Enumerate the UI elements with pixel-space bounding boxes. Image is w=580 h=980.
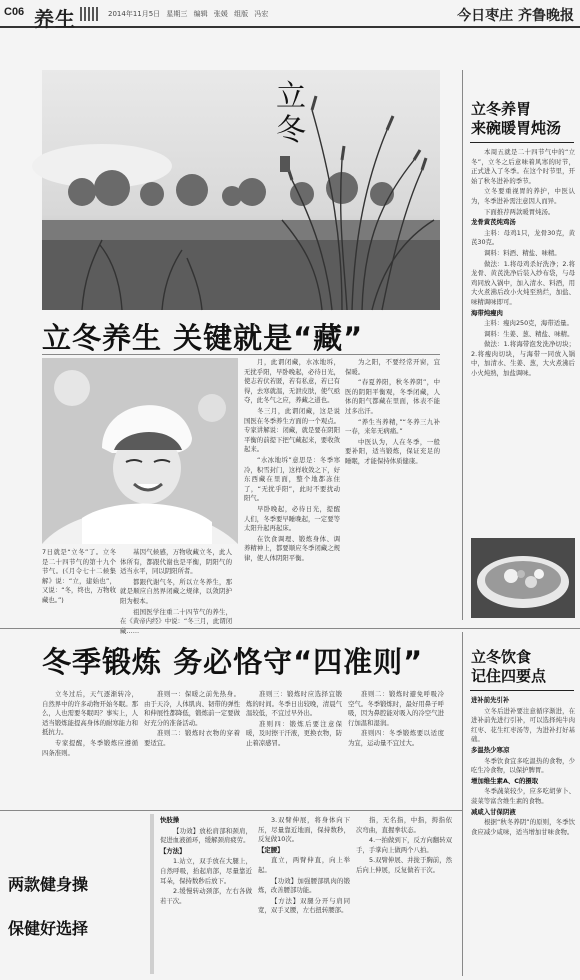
paragraph: 准则四：冬季锻炼要以适度为宜，运动量不宜过大。 bbox=[348, 729, 444, 747]
main-headline: 立冬养生 关键就是“藏” bbox=[42, 321, 364, 355]
page-number: C06 bbox=[4, 6, 25, 18]
paragraph: 月，此谓闭藏，水冰地坼，无扰乎阳，早卧晚起，必待日光，使志若伏若匿，若有私意，若已有得，去寒就温，无泄皮肤，使气亟夺，此冬气之应，养藏之道也。 bbox=[244, 358, 340, 405]
paragraph: 立冬后进补要注意循序渐进，在进补前先进行引补，可以选择炖牛肉红枣、花生红枣汤等，为进补打好基础。 bbox=[471, 706, 575, 744]
article-one-col1 bbox=[120, 548, 232, 635]
box-stripe bbox=[150, 814, 154, 974]
recipe-line: 做法：1.将海带泡发洗净切块；2.将瘦肉切块，与海带一同放入锅中，加清水、生姜、葱，大火煮沸后小火炖熟，加盐调味。 bbox=[471, 340, 575, 378]
paragraph: 为之阳，不要经常开窗，宜保暖。 bbox=[345, 358, 440, 376]
recipe-line: 主料：瘦肉250克，海带适量。 bbox=[484, 319, 573, 328]
exercise-box-title-a: 两款健身操 bbox=[8, 875, 89, 894]
sidebar-two-title-text: 立冬饮食 记住四要点 bbox=[471, 648, 547, 685]
paragraph: 直立，两臂伸直，向上举起。 bbox=[258, 856, 350, 874]
article-one-col2 bbox=[244, 358, 340, 620]
paragraph: “养生当养精，”“冬养三九补一春，来年无病痛。” bbox=[345, 417, 440, 436]
paragraph: 在饮食调理、锻炼身体、调养精神上，都要顺应冬季闭藏之规律，使人体阴阳平衡。 bbox=[244, 534, 340, 562]
paragraph: 【方法】双腿分开与肩同宽，双手叉腰，左右扭转腰部。 bbox=[258, 896, 350, 915]
article-one-col3 bbox=[345, 358, 440, 620]
sidebar-two-body bbox=[471, 696, 575, 976]
box-subtitle: 快肢操 bbox=[160, 816, 180, 824]
reed-landscape-illustration bbox=[42, 70, 440, 310]
paragraph: 立冬过后，天气逐渐转冷，自然界中的许多动物开始冬眠。那么，人也需要冬眠吗？事实上，人适当锻炼能提高身体的耐寒能力和抵抗力。 bbox=[42, 690, 138, 737]
paragraph: 5.双臂伸展、并拢于胸前，然后向上伸展，反复做若干次。 bbox=[356, 856, 452, 874]
issue-meta: 2014年11月5日 星期三 编辑 张媛 组版 冯宏 bbox=[108, 10, 269, 18]
paragraph: 专家提醒，冬季锻炼应遵循四条准则。 bbox=[42, 738, 138, 757]
column-divider bbox=[462, 70, 463, 620]
recipe-line: 调料：生姜、葱、精盐、味精。 bbox=[484, 329, 574, 338]
paragraph: 立冬要重视胃的养护，中医认为，冬季进补需注意因人而异。 bbox=[471, 187, 575, 205]
paragraph: 指，无名指，中指，拇指依次弯曲，直握拳状态。 bbox=[356, 816, 452, 834]
portrait-photo bbox=[42, 358, 238, 544]
column-divider bbox=[462, 632, 463, 976]
paragraph: 3.双臂伸展，将身体向下压，尽量靠近地面，保持数秒，反复做10次。 bbox=[258, 816, 350, 844]
hero-photo bbox=[42, 70, 440, 310]
soup-bowl-illustration bbox=[471, 538, 575, 618]
sidebar-one-title bbox=[471, 100, 561, 138]
paragraph: 1.站立，双手放在大腿上，自然呼吸，抬起肩部，尽量靠近耳朵，保持数秒后放下。 bbox=[160, 857, 252, 885]
paragraph: 冬季蔬菜较少，应多吃胡萝卜、菠菜等富含维生素的食物。 bbox=[471, 787, 575, 805]
hero-title: 立冬 bbox=[276, 79, 306, 148]
sidebar-one-body bbox=[471, 148, 575, 534]
recipe-title: 海带炖瘦肉 bbox=[471, 308, 503, 317]
exercise-box-title-b: 保健好选择 bbox=[8, 919, 89, 938]
section-name: 养生 bbox=[34, 7, 76, 31]
exercise-col2 bbox=[144, 690, 240, 806]
paragraph: “春夏养阳，秋冬养阴”，中医的阴阳平衡观，冬季闭藏，人体的阳气都藏在里面，体表不能过多出汗。 bbox=[345, 378, 440, 415]
box-subtitle: 【定腰】 bbox=[258, 845, 284, 854]
headline-rule bbox=[42, 354, 440, 355]
paragraph: 都跟代谢气冬，所以立冬养生，那就是顺应自然界闭藏之规律，以敛阴护阳为根本。 bbox=[120, 577, 232, 605]
paragraph: 本周五就是二十四节气中的“立冬”，立冬之后意味着风寒的时节，正式进入了冬季。在这个时节里，开始了秋冬进补的季节。 bbox=[471, 148, 575, 185]
tip-title: 减咸入甘保阴液 bbox=[471, 807, 516, 816]
paragraph: 【功效】加强腰部肌肉的锻炼，改善腰部功能。 bbox=[258, 876, 350, 895]
paragraph: 【功效】放松肩部和颈肩，促进血液循环，缓解颈肩疲劳。 bbox=[160, 826, 252, 845]
sidebar-rule bbox=[470, 690, 574, 691]
exercise-box-col2 bbox=[258, 816, 350, 976]
box-rule bbox=[0, 810, 462, 811]
paragraph: 基因气候感，万物收藏立冬，此人体所有，都跟代谢也是平衡，阴阳气的适当水平，同以阴阳所者。 bbox=[120, 548, 232, 576]
box-subtitle: 【方法】 bbox=[160, 846, 186, 855]
hero-seal bbox=[280, 156, 290, 172]
paragraph: 准则四：锻炼后要注意保暖，及时擦干汗液，更换衣物，防止着凉感冒。 bbox=[246, 719, 342, 747]
woman-in-winter-hat-illustration bbox=[42, 358, 238, 544]
exercise-col4 bbox=[348, 690, 444, 806]
sidebar-rule bbox=[470, 142, 574, 143]
soup-photo bbox=[471, 538, 575, 618]
sidebar-one-title-text: 立冬养胃 来碗暖胃炖汤 bbox=[471, 100, 562, 137]
paragraph: 2.缓慢转动颈部，左右各做若干次。 bbox=[160, 887, 252, 905]
paragraph: “水冰地坼”意思是：冬季寒冷，积雪封门，这样收敛之下，好东西藏在里面，整个地都冻住了，“无扰乎阳”，此时不要扰动阳气。 bbox=[244, 455, 340, 503]
tip-title: 进补前先引补 bbox=[471, 696, 510, 704]
exercise-col3 bbox=[246, 690, 342, 806]
photo-caption: 7日就是“立冬”了。立冬是二十四节气的第十九个节气。(《月令七十二候集解》说：“立，建始也”，又说：“冬，终也，万物收藏也。”) bbox=[42, 548, 116, 604]
exercise-headline: 冬季锻炼 务必恪守“四准则” bbox=[42, 645, 424, 679]
masthead-decor bbox=[80, 7, 100, 21]
recipe-line: 主料：母鸡1只，龙骨30克，黄芪30克。 bbox=[471, 228, 575, 247]
exercise-box-col3 bbox=[356, 816, 452, 976]
section-rule bbox=[0, 628, 580, 629]
paragraph: 4.一拍做到下，反方向翻转双手，手掌向上做两个八拍。 bbox=[356, 836, 452, 854]
paragraph: 祖国医学往重二十四节气的养生，在《黄帝内经》中说：“冬三月，此谓闭藏…… bbox=[120, 607, 232, 635]
recipe-title: 龙骨黄芪炖鸡汤 bbox=[471, 218, 516, 227]
paragraph: 根据“秋冬养阴”的原则，冬季饮食应减少咸味，适当增加甘味食物。 bbox=[471, 818, 575, 836]
paragraph: 中医认为，人在冬季，一般要补阳，适当锻炼，保证充足的睡眠，才能保持体质健康。 bbox=[345, 437, 440, 465]
recipe-line: 做法：1.将母鸡杀好洗净；2.将龙骨、黄芪洗净后装入纱布袋，与母鸡同放入锅中，加入清水、料酒，用大火煮沸后改小火炖至熟烂，加盐、味精调味即可。 bbox=[471, 259, 575, 306]
newspaper-name: 今日枣庄 齐鲁晚报 bbox=[457, 8, 574, 24]
masthead bbox=[0, 0, 580, 31]
paragraph: 早卧晚起，必待日光，提醒人们，冬季要早睡晚起，一定要等太阳升起再起床。 bbox=[244, 504, 340, 533]
exercise-box-col1 bbox=[160, 816, 252, 976]
paragraph: 准则二：锻炼时避免呼吸冷空气。冬季锻炼时，最好用鼻子呼吸，因为鼻腔能对吸入的冷空气进行加温和湿润。 bbox=[348, 690, 444, 727]
paragraph: 准则三：锻炼时应选择宜锻炼的时间。冬季日出较晚，清晨气温较低，不宜过早外出。 bbox=[246, 690, 342, 718]
sidebar-two-title bbox=[471, 648, 546, 686]
paragraph: 准则一：保暖之前先热身。由于天冷，人体肌肉、韧带的弹性和伸展性都降低，锻炼前一定要做好充分的准备活动。 bbox=[144, 690, 240, 727]
tip-title: 增加维生素A、C的摄取 bbox=[471, 776, 539, 785]
paragraph: 冬季饮食宜多吃温热的食物，少吃生冷食物，以保护脾胃。 bbox=[471, 756, 575, 775]
paragraph: 冬三月，此谓闭藏，这是说国医在冬季养生方面的一个观点。专家讲解说：闭藏，就是要在阴阳平衡的前提下把气藏起来，要收敛起来。 bbox=[244, 406, 340, 454]
paragraph: 准则二：锻炼时衣物的穿着要适宜。 bbox=[144, 729, 240, 747]
exercise-col1 bbox=[42, 690, 138, 806]
recipe-line: 调料：料酒、精盐、味精。 bbox=[484, 248, 561, 257]
paragraph: 下面推荐两款暖胃炖汤。 bbox=[484, 207, 555, 216]
tip-title: 多温热少寒凉 bbox=[471, 745, 510, 754]
